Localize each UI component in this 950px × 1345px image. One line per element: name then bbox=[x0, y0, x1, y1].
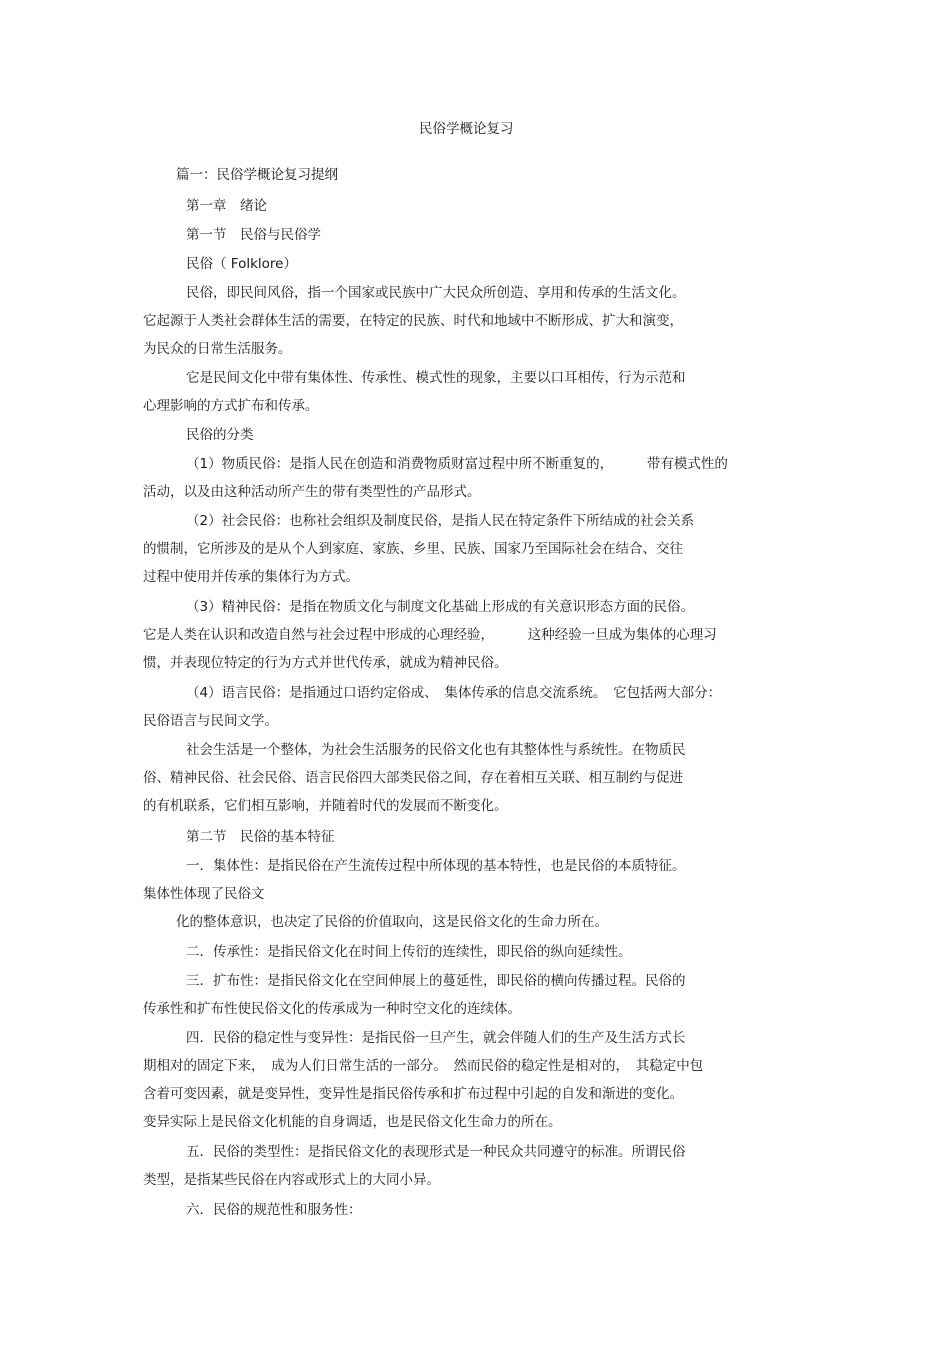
paragraph-line: 的有机联系，它们相互影响，并随着时代的发展而不断变化。 bbox=[143, 798, 508, 814]
paragraph-line: 过程中使用并传承的集体行为方式。 bbox=[143, 569, 359, 585]
paragraph-line: （3）精神民俗：是指在物质文化与制度文化基础上形成的有关意识形态方面的民俗。 bbox=[186, 599, 695, 615]
paragraph-line: （4）语言民俗：是指通过口语约定俗成、 集体传承的信息交流系统。 它包括两大部分： bbox=[186, 685, 722, 701]
term-heading: 民俗（ Folklore） bbox=[186, 256, 297, 272]
paragraph-line: 俗、精神民俗、社会民俗、语言民俗四大部类民俗之间，存在着相互关联、相互制约与促进 bbox=[143, 770, 683, 786]
paragraph-line: 类型，是指某些民俗在内容或形式上的大同小异。 bbox=[143, 1172, 440, 1188]
paragraph-line: 社会生活是一个整体，为社会生活服务的民俗文化也有其整体性与系统性。在物质民 bbox=[186, 742, 686, 758]
subheading: 民俗的分类 bbox=[186, 427, 254, 443]
paragraph-line: 它是人类在认识和改造自然与社会过程中形成的心理经验， 这种经验一旦成为集体的心理习 bbox=[143, 627, 717, 643]
chapter-heading: 第一章 绪论 bbox=[186, 198, 267, 214]
paragraph-line: 六．民俗的规范性和服务性： bbox=[186, 1202, 362, 1218]
paragraph-line: 五．民俗的类型性：是指民俗文化的表现形式是一种民众共同遵守的标准。所谓民俗 bbox=[186, 1144, 686, 1160]
subsection-heading: 第二节 民俗的基本特征 bbox=[186, 829, 335, 845]
paragraph-line: 含着可变因素，就是变异性，变异性是指民俗传承和扩布过程中引起的自发和渐进的变化。 bbox=[143, 1086, 683, 1102]
paragraph-line: 活动，以及由这种活动所产生的带有类型性的产品形式。 bbox=[143, 484, 481, 500]
paragraph-line: 为民众的日常生活服务。 bbox=[143, 341, 292, 357]
paragraph-line: 期相对的固定下来， 成为人们日常生活的一部分。 然而民俗的稳定性是相对的， 其稳定中包 bbox=[143, 1058, 704, 1074]
paragraph-line: 传承性和扩布性使民俗文化的传承成为一种时空文化的连续体。 bbox=[143, 1001, 521, 1017]
paragraph-line: 二．传承性：是指民俗文化在时间上传衍的连续性，即民俗的纵向延续性。 bbox=[186, 944, 632, 960]
paragraph-line: 民俗，即民间风俗，指一个国家或民族中广大民众所创造、享用和传承的生活文化。 bbox=[186, 285, 686, 301]
paragraph-line: 的惯制，它所涉及的是从个人到家庭、家族、乡里、民族、国家乃至国际社会在结合、交往 bbox=[143, 541, 683, 557]
paragraph-line: 化的整体意识，也决定了民俗的价值取向，这是民俗文化的生命力所在。 bbox=[176, 914, 608, 930]
paragraph-line: 三．扩布性：是指民俗文化在空间伸展上的蔓延性，即民俗的横向传播过程。民俗的 bbox=[186, 973, 686, 989]
paragraph-line: 它是民间文化中带有集体性、传承性、模式性的现象，主要以口耳相传，行为示范和 bbox=[186, 370, 686, 386]
paragraph-line: （2）社会民俗：也称社会组织及制度民俗，是指人民在特定条件下所结成的社会关系 bbox=[186, 513, 695, 529]
paragraph-line: 四．民俗的稳定性与变异性：是指民俗一旦产生，就会伴随人们的生产及生活方式长 bbox=[186, 1030, 686, 1046]
document-title: 民俗学概论复习 bbox=[419, 121, 514, 137]
paragraph-line: 它起源于人类社会群体生活的需要，在特定的民族、时代和地域中不断形成、扩大和演变， bbox=[143, 313, 683, 329]
paragraph-line: 惯，并表现位特定的行为方式并世代传承，就成为精神民俗。 bbox=[143, 655, 508, 671]
paragraph-line: 民俗语言与民间文学。 bbox=[143, 713, 278, 729]
paragraph-line: 一．集体性：是指民俗在产生流传过程中所体现的基本特性，也是民俗的本质特征。 bbox=[186, 858, 686, 874]
paragraph-line: 心理影响的方式扩布和传承。 bbox=[143, 398, 319, 414]
subsection-heading: 第一节 民俗与民俗学 bbox=[186, 227, 321, 243]
paragraph-line: （1）物质民俗：是指人民在创造和消费物质财富过程中所不断重复的， 带有模式性的 bbox=[186, 456, 728, 472]
paragraph-line: 集体性体现了民俗文 bbox=[143, 886, 265, 902]
paragraph-line: 变异实际上是民俗文化机能的自身调适，也是民俗文化生命力的所在。 bbox=[143, 1114, 562, 1130]
section-heading: 篇一：民俗学概论复习提纲 bbox=[176, 167, 338, 183]
